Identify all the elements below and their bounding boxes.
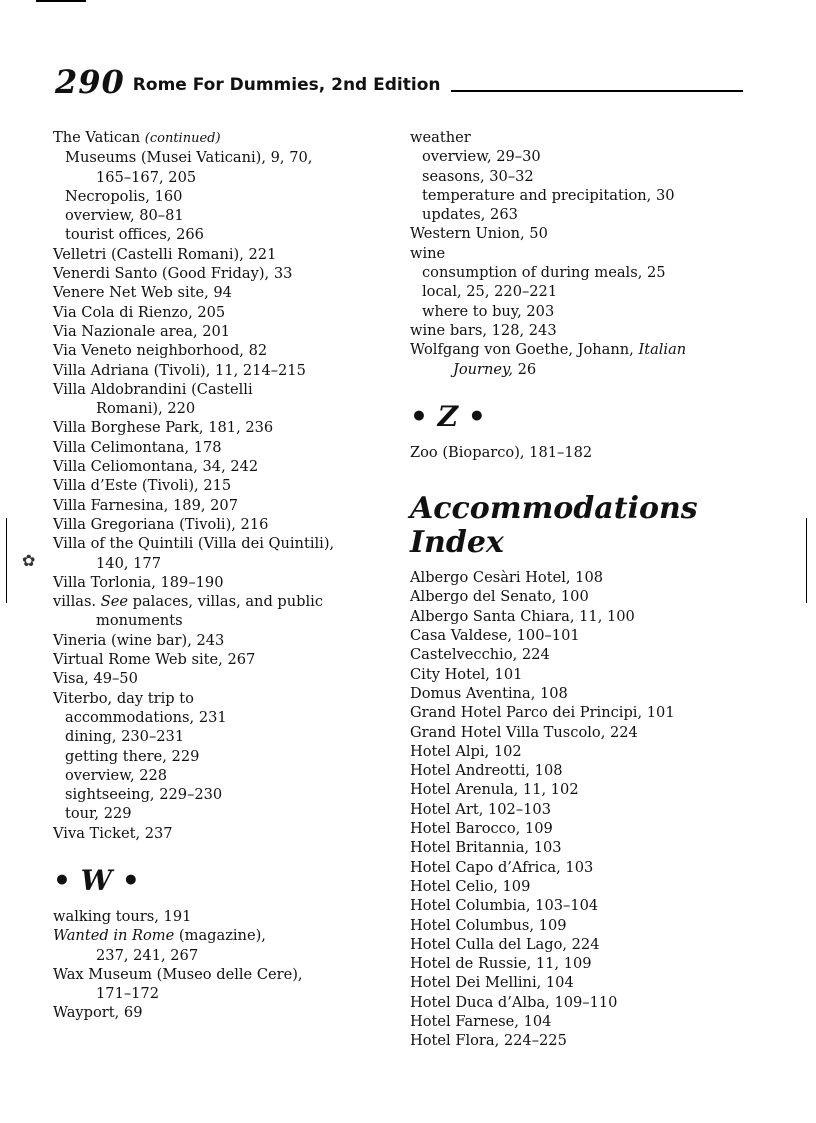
index-entry: Hotel Dei Mellini, 104: [410, 974, 574, 992]
index-continuation: 237, 241, 267: [96, 946, 199, 964]
flower-ornament-icon: ✿: [22, 551, 36, 570]
index-entry: Virtual Rome Web site, 267: [53, 651, 256, 669]
index-entry: Grand Hotel Parco dei Principi, 101: [410, 704, 675, 722]
index-subentry: getting there, 229: [65, 747, 200, 765]
index-entry: Hotel Columbia, 103–104: [410, 897, 599, 915]
index-entry: Zoo (Bioparco), 181–182: [410, 443, 593, 461]
left-crop-mark: [6, 518, 7, 603]
index-continuation: 165–167, 205: [96, 168, 197, 186]
index-entry: Villa Celimontana, 178: [53, 438, 222, 456]
index-entry: City Hotel, 101: [410, 665, 523, 683]
index-entry: weather: [410, 129, 471, 146]
index-continuation: monuments: [96, 612, 183, 630]
index-subentry: Necropolis, 160: [65, 187, 183, 205]
index-entry: Visa, 49–50: [53, 670, 138, 688]
index-entry: Hotel Capo d’Africa, 103: [410, 858, 594, 876]
index-entry: Hotel Andreotti, 108: [410, 762, 563, 780]
index-entry: Albergo Santa Chiara, 11, 100: [410, 607, 635, 625]
index-entry: Venere Net Web site, 94: [53, 284, 232, 302]
index-entry: Villa Torlonia, 189–190: [53, 573, 224, 591]
index-subentry: where to buy, 203: [422, 302, 555, 320]
index-entry: villas. See palaces, villas, and public: [53, 593, 324, 611]
index-entry: Via Veneto neighborhood, 82: [53, 342, 268, 360]
accommodations-index-title: Accommodations Index: [410, 491, 698, 561]
index-subentry: seasons, 30–32: [422, 167, 534, 185]
index-entry: Domus Aventina, 108: [410, 684, 568, 702]
running-header: [55, 62, 743, 101]
index-entry: Hotel Art, 102–103: [410, 800, 551, 818]
index-entry: The Vatican (continued): [53, 129, 221, 146]
index-entry: Hotel Culla del Lago, 224: [410, 935, 600, 953]
section-heading-w: • W •: [53, 863, 140, 897]
index-entry: Villa Farnesina, 189, 207: [53, 496, 238, 514]
index-entry: Hotel Farnese, 104: [410, 1012, 552, 1030]
right-column: [410, 128, 745, 1051]
index-subentry: temperature and precipitation, 30: [422, 186, 675, 204]
index-subentry: updates, 263: [422, 206, 518, 224]
index-subentry: Museums (Musei Vaticani), 9, 70,: [65, 149, 313, 167]
index-continuation: Journey, 26: [453, 360, 537, 378]
index-entry: Hotel Alpi, 102: [410, 742, 522, 760]
page-number: 290: [55, 63, 125, 101]
index-entry: Villa d’Este (Tivoli), 215: [53, 477, 232, 495]
index-entry: Hotel Columbus, 109: [410, 916, 567, 934]
index-entry: Villa Adriana (Tivoli), 11, 214–215: [53, 361, 306, 379]
accommodations-list: [410, 568, 745, 1050]
book-title: Rome For Dummies, 2nd Edition: [132, 75, 441, 95]
left-column: [53, 128, 388, 1023]
index-subentry: local, 25, 220–221: [422, 283, 558, 301]
index-entry: Hotel Barocco, 109: [410, 820, 553, 838]
index-entry: Viterbo, day trip to: [53, 689, 194, 707]
index-entry: Albergo del Senato, 100: [410, 588, 589, 606]
index-entry: Velletri (Castelli Romani), 221: [53, 245, 277, 263]
index-subentry: overview, 80–81: [65, 207, 184, 225]
index-entry: Venerdi Santo (Good Friday), 33: [53, 265, 293, 283]
index-continuation: 140, 177: [96, 554, 161, 572]
index-entry: Grand Hotel Villa Tuscolo, 224: [410, 723, 638, 741]
index-entry: Via Nazionale area, 201: [53, 322, 231, 340]
index-entry: walking tours, 191: [53, 907, 192, 925]
index-entry: Wanted in Rome (magazine),: [53, 927, 266, 945]
index-entry: Wax Museum (Museo delle Cere),: [53, 965, 303, 983]
index-subentry: accommodations, 231: [65, 708, 227, 726]
index-entry: Viva Ticket, 237: [53, 824, 173, 842]
index-entry: Villa of the Quintili (Villa dei Quintili),: [53, 535, 335, 553]
index-entry: wine: [410, 244, 446, 262]
index-subentry: overview, 228: [65, 766, 168, 784]
index-entry: Hotel Celio, 109: [410, 877, 531, 895]
index-entry: Villa Aldobrandini (Castelli: [53, 380, 253, 398]
index-subentry: tourist offices, 266: [65, 226, 204, 244]
index-entry: Hotel Flora, 224–225: [410, 1032, 567, 1050]
index-entry: Hotel Duca d’Alba, 109–110: [410, 993, 618, 1011]
index-entry: Western Union, 50: [410, 225, 548, 243]
index-entry: Wayport, 69: [53, 1004, 143, 1022]
section-heading-z: • Z •: [410, 399, 486, 433]
index-entry: Albergo Cesàri Hotel, 108: [410, 569, 604, 587]
index-entry: Castelvecchio, 224: [410, 646, 550, 664]
index-subentry: overview, 29–30: [422, 148, 541, 166]
index-entry: Casa Valdese, 100–101: [410, 627, 580, 645]
top-crop-rule: [36, 0, 86, 2]
index-entry: Hotel Arenula, 11, 102: [410, 781, 579, 799]
index-entry: Villa Celiomontana, 34, 242: [53, 458, 259, 476]
index-entry: Vineria (wine bar), 243: [53, 631, 225, 649]
index-subentry: sightseeing, 229–230: [65, 786, 223, 804]
right-crop-mark: [806, 518, 807, 603]
header-rule: [451, 90, 744, 92]
index-subentry: dining, 230–231: [65, 728, 185, 746]
index-entry: Via Cola di Rienzo, 205: [53, 303, 226, 321]
index-entry: Hotel Britannia, 103: [410, 839, 562, 857]
index-entry: Villa Borghese Park, 181, 236: [53, 419, 274, 437]
index-entry: wine bars, 128, 243: [410, 321, 557, 339]
index-subentry: tour, 229: [65, 805, 132, 823]
index-subentry: consumption of during meals, 25: [422, 264, 666, 282]
index-entry: Hotel de Russie, 11, 109: [410, 955, 592, 973]
index-continuation: 171–172: [96, 985, 160, 1003]
index-entry: Wolfgang von Goethe, Johann, Italian: [410, 341, 687, 359]
index-entry: Villa Gregoriana (Tivoli), 216: [53, 515, 269, 533]
index-continuation: Romani), 220: [96, 400, 196, 418]
